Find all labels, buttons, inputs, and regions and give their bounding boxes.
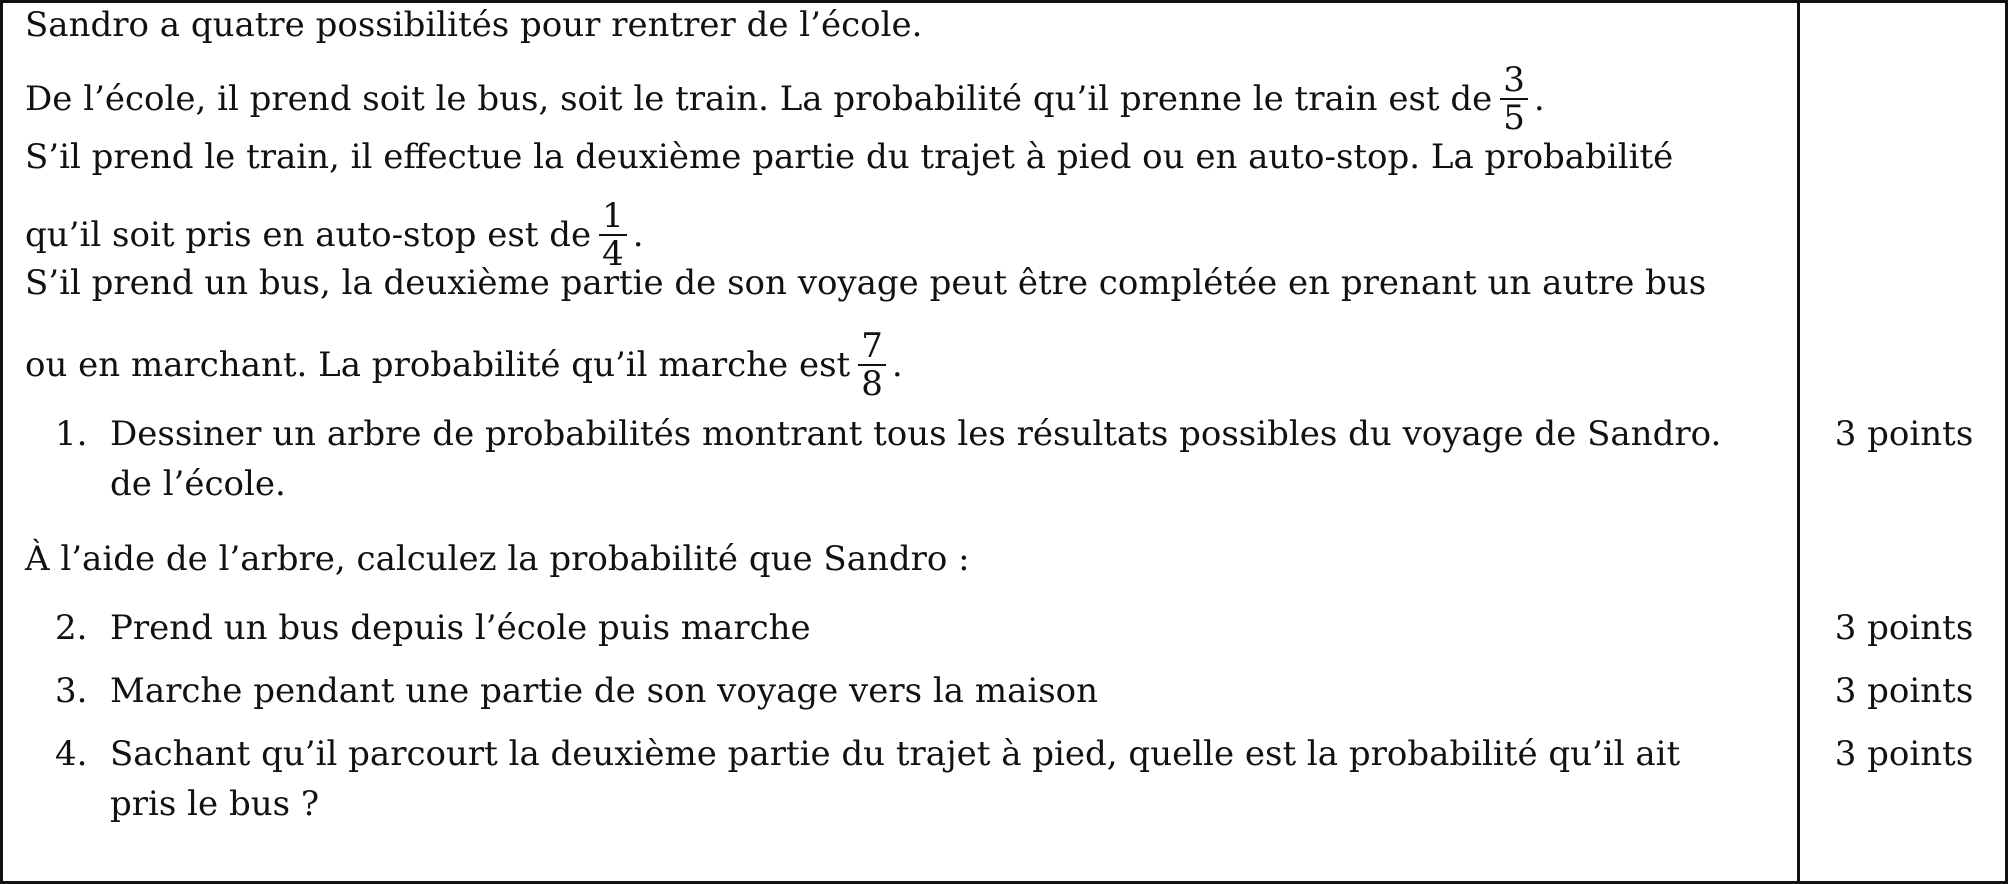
question-3-number: 3. <box>55 671 88 711</box>
question-2-points: 3 points <box>1834 608 1974 648</box>
fraction-autostop-denominator: 4 <box>602 234 624 274</box>
intro-line-2 <box>25 60 1545 138</box>
question-4-text-line-2: pris le bus ? <box>110 784 320 824</box>
question-1-points: 3 points <box>1834 414 1974 454</box>
intro-line-2-end: . <box>1533 79 1545 119</box>
question-3-text: Marche pendant une partie de son voyage vers la maison <box>110 671 1099 711</box>
intro-line-1: Sandro a quatre possibilités pour rentrer de l’école. <box>25 5 923 45</box>
fraction-train-denominator: 5 <box>1503 98 1525 138</box>
question-4-text-line-1: Sachant qu’il parcourt la deuxième partie du trajet à pied, quelle est la probabilité qu’il ait <box>110 734 1681 774</box>
instruction-text: À l’aide de l’arbre, calculez la probabilité que Sandro : <box>25 539 970 579</box>
question-2-number: 2. <box>55 608 88 648</box>
fraction-walk <box>858 328 886 402</box>
question-1-number: 1. <box>55 414 88 454</box>
fraction-walk-numerator: 7 <box>858 328 886 366</box>
question-1-text-line-1: Dessiner un arbre de probabilités montrant tous les résultats possibles du voyage de Sandro. <box>110 414 1722 454</box>
intro-line-4-end: . <box>632 215 644 255</box>
question-4-points: 3 points <box>1834 734 1974 774</box>
intro-line-3: S’il prend le train, il effectue la deuxième partie du trajet à pied ou en auto-stop. La probabilité <box>25 137 1674 177</box>
intro-line-6 <box>25 326 903 404</box>
question-2-text: Prend un bus depuis l’école puis marche <box>110 608 811 648</box>
intro-line-6-end: . <box>891 345 903 385</box>
intro-line-4-text: qu’il soit pris en auto-stop est de <box>25 215 592 255</box>
question-3-points: 3 points <box>1834 671 1974 711</box>
fraction-train-numerator: 3 <box>1500 62 1528 100</box>
intro-line-6-text: ou en marchant. La probabilité qu’il marche est <box>25 345 851 385</box>
fraction-train <box>1500 62 1528 136</box>
question-4-number: 4. <box>55 734 88 774</box>
fraction-walk-denominator: 8 <box>861 364 883 404</box>
fraction-autostop-numerator: 1 <box>599 198 627 236</box>
question-1-text-line-2: de l’école. <box>110 464 286 504</box>
intro-line-2-text: De l’école, il prend soit le bus, soit le train. La probabilité qu’il prenne le train est de <box>25 79 1493 119</box>
intro-line-5: S’il prend un bus, la deuxième partie de son voyage peut être complétée en prenant un autre bus <box>25 263 1707 303</box>
fraction-autostop <box>599 198 627 272</box>
